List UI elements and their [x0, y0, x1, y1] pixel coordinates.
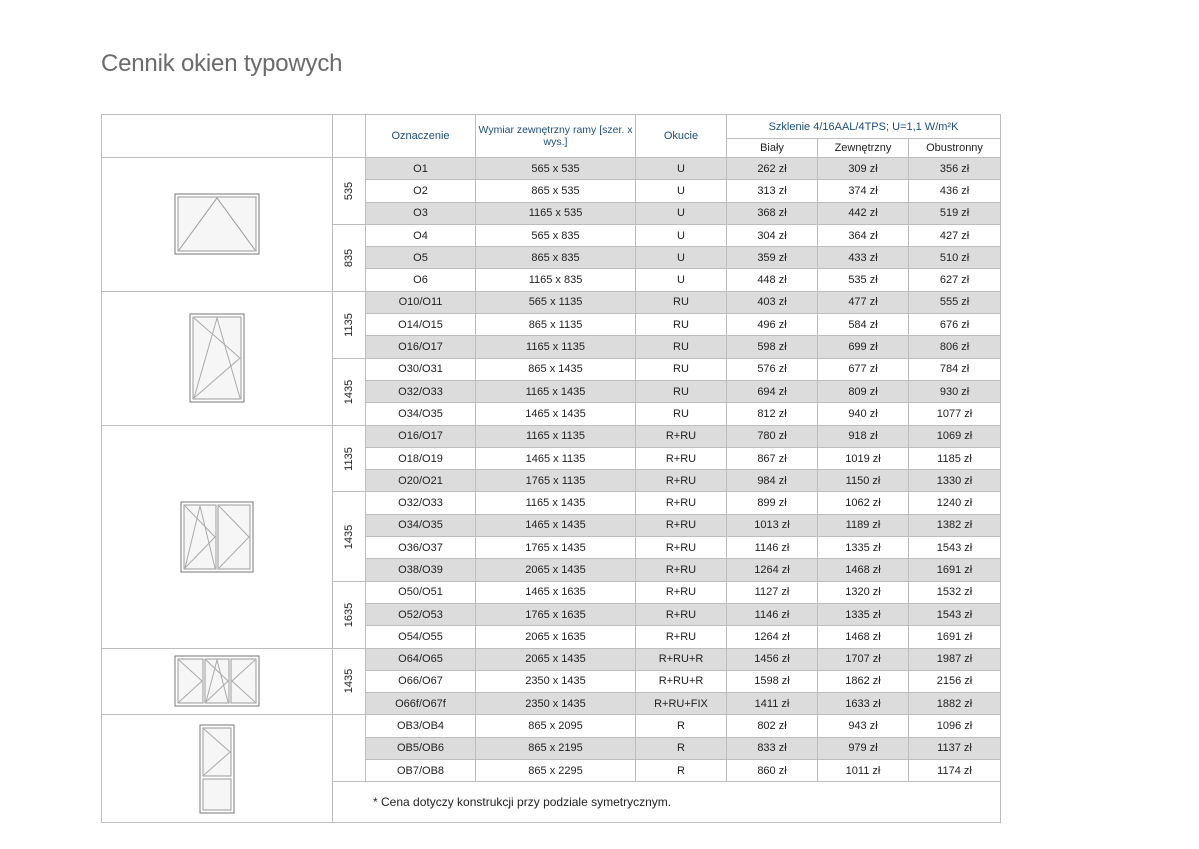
- fitting-cell: RU: [636, 314, 727, 336]
- dimension-cell: 2065 x 1435: [476, 648, 636, 670]
- header-blank-image: [102, 115, 333, 158]
- header-designation: Oznaczenie: [366, 115, 476, 158]
- dimension-cell: 2065 x 1635: [476, 626, 636, 648]
- price-white-cell: 576 zł: [727, 358, 818, 380]
- height-group-label: [333, 715, 366, 782]
- header-both-sides: Obustronny: [909, 139, 1001, 158]
- price-exterior-cell: 809 zł: [818, 380, 909, 402]
- fitting-cell: R+RU+R: [636, 670, 727, 692]
- price-both-sides-cell: 510 zł: [909, 247, 1001, 269]
- price-exterior-cell: 979 zł: [818, 737, 909, 759]
- fitting-cell: U: [636, 158, 727, 180]
- fitting-cell: R+RU: [636, 626, 727, 648]
- price-both-sides-cell: 1532 zł: [909, 581, 1001, 603]
- price-exterior-cell: 535 zł: [818, 269, 909, 291]
- dimension-cell: 2350 x 1435: [476, 693, 636, 715]
- designation-cell: O2: [366, 180, 476, 202]
- dimension-cell: 1165 x 535: [476, 202, 636, 224]
- price-both-sides-cell: 1330 zł: [909, 470, 1001, 492]
- designation-cell: O14/O15: [366, 314, 476, 336]
- designation-cell: O4: [366, 224, 476, 246]
- price-both-sides-cell: 1882 zł: [909, 693, 1001, 715]
- price-white-cell: 867 zł: [727, 447, 818, 469]
- height-value: 1135: [343, 312, 355, 337]
- designation-cell: O20/O21: [366, 470, 476, 492]
- fitting-cell: R+RU+R: [636, 648, 727, 670]
- window-image-cell: [102, 715, 333, 823]
- price-white-cell: 899 zł: [727, 492, 818, 514]
- designation-cell: O3: [366, 202, 476, 224]
- height-value: 1435: [342, 524, 355, 549]
- price-exterior-cell: 1468 zł: [818, 626, 909, 648]
- designation-cell: O6: [366, 269, 476, 291]
- height-group-label: [333, 425, 366, 492]
- table-row: [102, 158, 1001, 180]
- designation-cell: OB7/OB8: [366, 760, 476, 782]
- designation-cell: O30/O31: [366, 358, 476, 380]
- window-double-icon: [180, 501, 254, 573]
- height-value: 1435: [342, 379, 355, 404]
- footnote: * Cena dotyczy konstrukcji przy podziale symetrycznym.: [333, 782, 1001, 823]
- table-body: [102, 158, 1001, 823]
- price-exterior-cell: 477 zł: [818, 291, 909, 313]
- price-table: [101, 114, 1001, 823]
- designation-cell: O32/O33: [366, 492, 476, 514]
- dimension-cell: 2065 x 1435: [476, 559, 636, 581]
- fitting-cell: R: [636, 715, 727, 737]
- price-white-cell: 313 zł: [727, 180, 818, 202]
- window-triple-icon: [174, 655, 260, 707]
- dimension-cell: 1765 x 1435: [476, 537, 636, 559]
- price-both-sides-cell: 1137 zł: [909, 737, 1001, 759]
- price-exterior-cell: 1189 zł: [818, 514, 909, 536]
- height-value: 1135: [343, 446, 355, 471]
- price-both-sides-cell: 676 zł: [909, 314, 1001, 336]
- price-both-sides-cell: 427 zł: [909, 224, 1001, 246]
- price-white-cell: 1127 zł: [727, 581, 818, 603]
- fitting-cell: RU: [636, 358, 727, 380]
- height-group-label: [333, 358, 366, 425]
- price-both-sides-cell: 1174 zł: [909, 760, 1001, 782]
- fitting-cell: R+RU: [636, 537, 727, 559]
- window-image-cell: [102, 425, 333, 648]
- designation-cell: O36/O37: [366, 537, 476, 559]
- table-row: [102, 648, 1001, 670]
- price-white-cell: 359 zł: [727, 247, 818, 269]
- price-both-sides-cell: 930 zł: [909, 380, 1001, 402]
- designation-cell: O54/O55: [366, 626, 476, 648]
- price-both-sides-cell: 1185 zł: [909, 447, 1001, 469]
- price-exterior-cell: 1320 zł: [818, 581, 909, 603]
- designation-cell: O18/O19: [366, 447, 476, 469]
- price-both-sides-cell: 1987 zł: [909, 648, 1001, 670]
- fitting-cell: R+RU: [636, 492, 727, 514]
- dimension-cell: 1465 x 1635: [476, 581, 636, 603]
- fitting-cell: R: [636, 737, 727, 759]
- header-white: Biały: [727, 139, 818, 158]
- height-group-label: [333, 291, 366, 358]
- window-turn-tilt-icon: [189, 313, 245, 403]
- window-tilt-icon: [174, 193, 260, 255]
- dimension-cell: 2350 x 1435: [476, 670, 636, 692]
- price-exterior-cell: 1335 zł: [818, 603, 909, 625]
- designation-cell: O50/O51: [366, 581, 476, 603]
- price-exterior-cell: 364 zł: [818, 224, 909, 246]
- price-exterior-cell: 433 zł: [818, 247, 909, 269]
- price-white-cell: 860 zł: [727, 760, 818, 782]
- window-image-cell: [102, 291, 333, 425]
- price-both-sides-cell: 806 zł: [909, 336, 1001, 358]
- price-both-sides-cell: 519 zł: [909, 202, 1001, 224]
- fitting-cell: RU: [636, 336, 727, 358]
- price-exterior-cell: 1150 zł: [818, 470, 909, 492]
- height-group-label: [333, 648, 366, 715]
- price-both-sides-cell: 627 zł: [909, 269, 1001, 291]
- dimension-cell: 565 x 535: [476, 158, 636, 180]
- fitting-cell: R+RU: [636, 603, 727, 625]
- fitting-cell: U: [636, 269, 727, 291]
- height-value: 1635: [342, 602, 355, 627]
- fitting-cell: R+RU: [636, 514, 727, 536]
- dimension-cell: 865 x 2095: [476, 715, 636, 737]
- designation-cell: OB3/OB4: [366, 715, 476, 737]
- price-white-cell: 1264 zł: [727, 626, 818, 648]
- fitting-cell: U: [636, 224, 727, 246]
- price-white-cell: 1411 zł: [727, 693, 818, 715]
- designation-cell: O64/O65: [366, 648, 476, 670]
- price-both-sides-cell: 1691 zł: [909, 559, 1001, 581]
- price-exterior-cell: 1468 zł: [818, 559, 909, 581]
- designation-cell: O66/O67: [366, 670, 476, 692]
- designation-cell: O16/O17: [366, 425, 476, 447]
- dimension-cell: 865 x 835: [476, 247, 636, 269]
- price-white-cell: 1598 zł: [727, 670, 818, 692]
- price-white-cell: 1146 zł: [727, 537, 818, 559]
- price-white-cell: 812 zł: [727, 403, 818, 425]
- height-group-label: [333, 581, 366, 648]
- price-white-cell: 802 zł: [727, 715, 818, 737]
- designation-cell: O16/O17: [366, 336, 476, 358]
- dimension-cell: 1165 x 1435: [476, 380, 636, 402]
- dimension-cell: 1165 x 1435: [476, 492, 636, 514]
- price-exterior-cell: 374 zł: [818, 180, 909, 202]
- fitting-cell: U: [636, 202, 727, 224]
- fitting-cell: RU: [636, 380, 727, 402]
- height-group-label: [333, 224, 366, 291]
- fitting-cell: U: [636, 247, 727, 269]
- dimension-cell: 1465 x 1435: [476, 403, 636, 425]
- fitting-cell: R+RU: [636, 581, 727, 603]
- designation-cell: O38/O39: [366, 559, 476, 581]
- fitting-cell: U: [636, 180, 727, 202]
- price-exterior-cell: 1011 zł: [818, 760, 909, 782]
- dimension-cell: 565 x 1135: [476, 291, 636, 313]
- window-image-cell: [102, 158, 333, 292]
- price-exterior-cell: 677 zł: [818, 358, 909, 380]
- dimension-cell: 1465 x 1435: [476, 514, 636, 536]
- price-both-sides-cell: 1069 zł: [909, 425, 1001, 447]
- price-exterior-cell: 1862 zł: [818, 670, 909, 692]
- price-exterior-cell: 1335 zł: [818, 537, 909, 559]
- dimension-cell: 865 x 1435: [476, 358, 636, 380]
- price-exterior-cell: 940 zł: [818, 403, 909, 425]
- fitting-cell: RU: [636, 403, 727, 425]
- height-value: 535: [342, 181, 355, 201]
- dimension-cell: 865 x 2295: [476, 760, 636, 782]
- dimension-cell: 1165 x 1135: [476, 336, 636, 358]
- table-row: [102, 291, 1001, 313]
- dimension-cell: 865 x 2195: [476, 737, 636, 759]
- price-exterior-cell: 918 zł: [818, 425, 909, 447]
- header-dimension: Wymiar zewnętrzny ramy [szer. x wys.]: [476, 115, 636, 158]
- designation-cell: O34/O35: [366, 514, 476, 536]
- price-white-cell: 1456 zł: [727, 648, 818, 670]
- header-blank-height: [333, 115, 366, 158]
- price-exterior-cell: 943 zł: [818, 715, 909, 737]
- header-exterior: Zewnętrzny: [818, 139, 909, 158]
- price-white-cell: 1264 zł: [727, 559, 818, 581]
- table-row: [102, 425, 1001, 447]
- fitting-cell: R+RU: [636, 559, 727, 581]
- designation-cell: O66f/O67f: [366, 693, 476, 715]
- price-exterior-cell: 1019 zł: [818, 447, 909, 469]
- designation-cell: OB5/OB6: [366, 737, 476, 759]
- price-exterior-cell: 1707 zł: [818, 648, 909, 670]
- designation-cell: O32/O33: [366, 380, 476, 402]
- height-value: 835: [342, 248, 355, 268]
- fitting-cell: R+RU: [636, 425, 727, 447]
- designation-cell: O5: [366, 247, 476, 269]
- fitting-cell: RU: [636, 291, 727, 313]
- price-white-cell: 262 zł: [727, 158, 818, 180]
- price-white-cell: 984 zł: [727, 470, 818, 492]
- price-white-cell: 304 zł: [727, 224, 818, 246]
- price-white-cell: 368 zł: [727, 202, 818, 224]
- height-value: 1435: [342, 669, 355, 694]
- fitting-cell: R+RU: [636, 470, 727, 492]
- dimension-cell: 1165 x 835: [476, 269, 636, 291]
- dimension-cell: 1765 x 1635: [476, 603, 636, 625]
- dimension-cell: 1465 x 1135: [476, 447, 636, 469]
- price-exterior-cell: 442 zł: [818, 202, 909, 224]
- price-both-sides-cell: 1691 zł: [909, 626, 1001, 648]
- designation-cell: O34/O35: [366, 403, 476, 425]
- dimension-cell: 1765 x 1135: [476, 470, 636, 492]
- height-group-label: [333, 492, 366, 581]
- fitting-cell: R+RU+FIX: [636, 693, 727, 715]
- price-both-sides-cell: 1543 zł: [909, 537, 1001, 559]
- dimension-cell: 565 x 835: [476, 224, 636, 246]
- designation-cell: O10/O11: [366, 291, 476, 313]
- price-exterior-cell: 1633 zł: [818, 693, 909, 715]
- dimension-cell: 1165 x 1135: [476, 425, 636, 447]
- price-white-cell: 496 zł: [727, 314, 818, 336]
- price-both-sides-cell: 1382 zł: [909, 514, 1001, 536]
- table-row: [102, 715, 1001, 737]
- header-fitting: Okucie: [636, 115, 727, 158]
- price-white-cell: 403 zł: [727, 291, 818, 313]
- price-both-sides-cell: 1543 zł: [909, 603, 1001, 625]
- price-exterior-cell: 699 zł: [818, 336, 909, 358]
- price-both-sides-cell: 1240 zł: [909, 492, 1001, 514]
- price-both-sides-cell: 1077 zł: [909, 403, 1001, 425]
- price-both-sides-cell: 436 zł: [909, 180, 1001, 202]
- fitting-cell: R: [636, 760, 727, 782]
- price-white-cell: 598 zł: [727, 336, 818, 358]
- dimension-cell: 865 x 1135: [476, 314, 636, 336]
- price-white-cell: 448 zł: [727, 269, 818, 291]
- price-exterior-cell: 1062 zł: [818, 492, 909, 514]
- price-white-cell: 1146 zł: [727, 603, 818, 625]
- price-white-cell: 780 zł: [727, 425, 818, 447]
- price-exterior-cell: 309 zł: [818, 158, 909, 180]
- price-exterior-cell: 584 zł: [818, 314, 909, 336]
- price-both-sides-cell: 1096 zł: [909, 715, 1001, 737]
- price-white-cell: 833 zł: [727, 737, 818, 759]
- dimension-cell: 865 x 535: [476, 180, 636, 202]
- price-both-sides-cell: 784 zł: [909, 358, 1001, 380]
- window-image-cell: [102, 648, 333, 715]
- price-white-cell: 1013 zł: [727, 514, 818, 536]
- designation-cell: O52/O53: [366, 603, 476, 625]
- fitting-cell: R+RU: [636, 447, 727, 469]
- price-white-cell: 694 zł: [727, 380, 818, 402]
- price-both-sides-cell: 2156 zł: [909, 670, 1001, 692]
- height-group-label: [333, 158, 366, 225]
- price-both-sides-cell: 555 zł: [909, 291, 1001, 313]
- balcony-door-icon: [199, 724, 235, 814]
- header-glazing: Szklenie 4/16AAL/4TPS; U=1,1 W/m²K: [727, 115, 1001, 139]
- designation-cell: O1: [366, 158, 476, 180]
- page-title: Cennik okien typowych: [101, 50, 343, 77]
- price-both-sides-cell: 356 zł: [909, 158, 1001, 180]
